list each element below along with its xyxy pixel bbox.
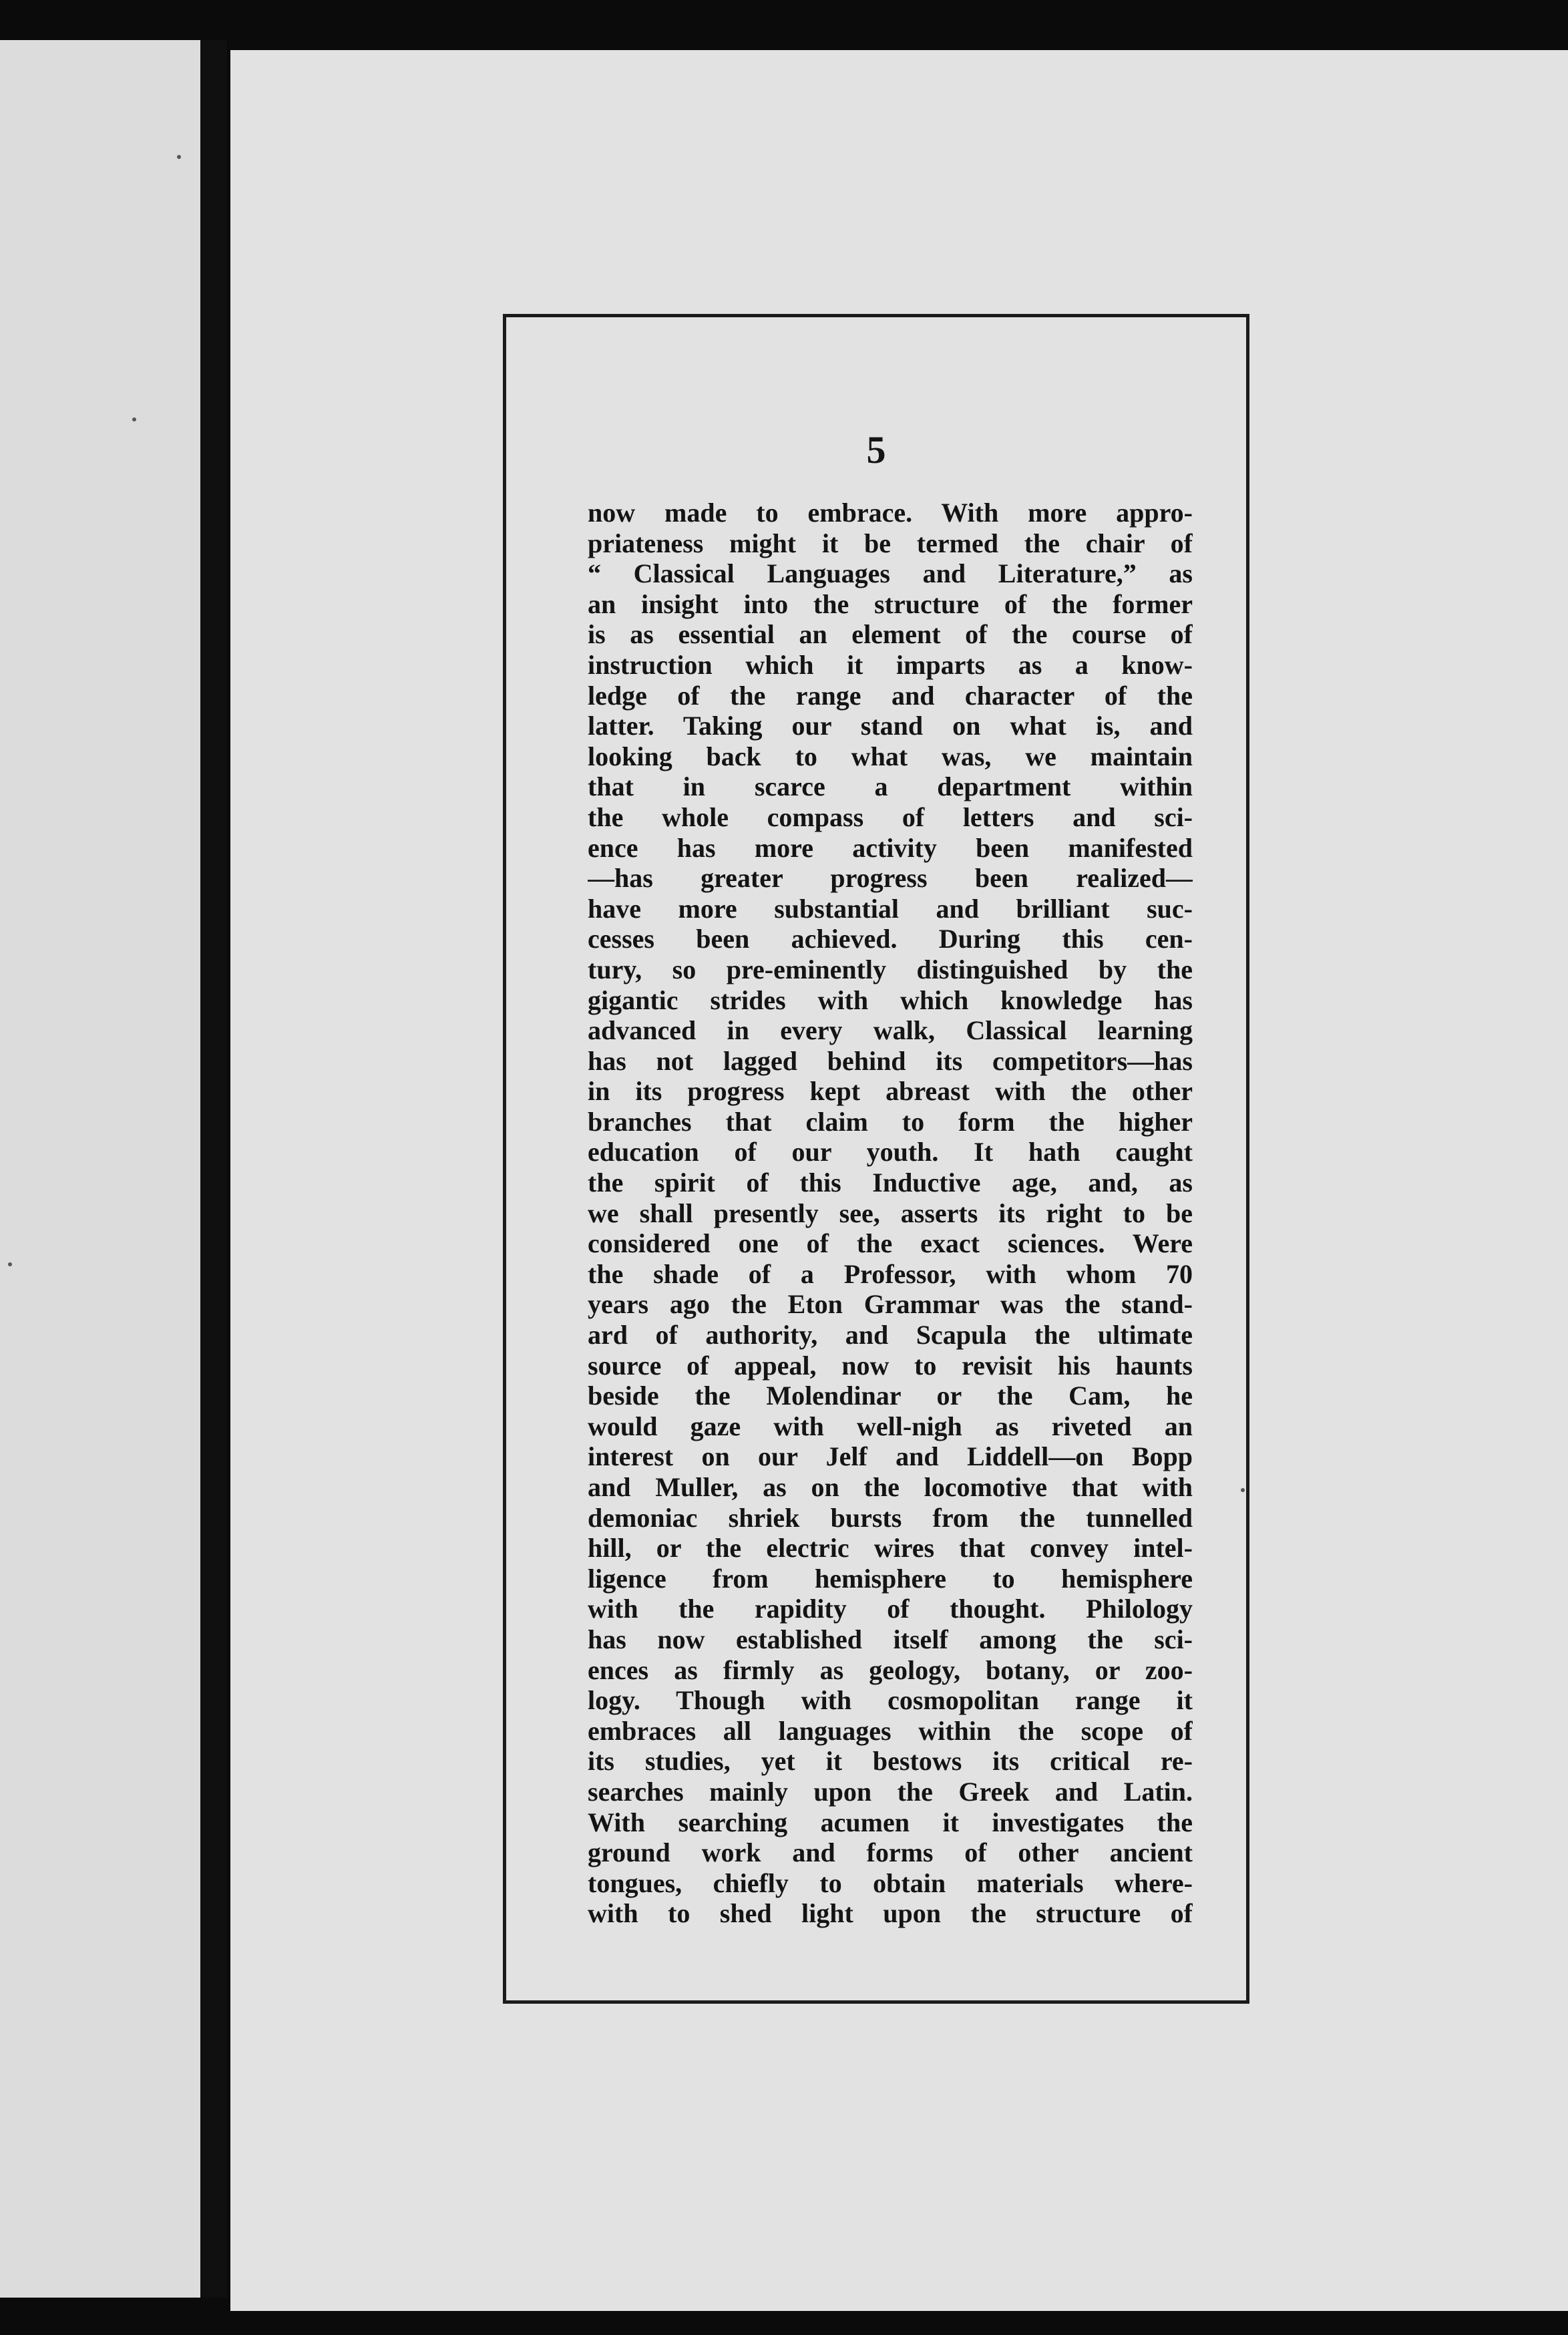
text-line: ligence from hemisphere to hemisphere [588,1563,1193,1594]
text-line: tongues, chiefly to obtain materials where- [588,1867,1193,1898]
text-line: education of our youth. It hath caught [588,1137,1193,1168]
text-line: ledge of the range and character of the [588,680,1193,711]
text-line: and Muller, as on the locomotive that with [588,1472,1193,1502]
text-line: with the rapidity of thought. Philology [588,1594,1193,1624]
left-page [0,40,224,2298]
paper-speck [8,1262,12,1266]
text-line: in its progress kept abreast with the other [588,1076,1193,1107]
text-line: cesses been achieved. During this cen- [588,924,1193,954]
text-line: ard of authority, and Scapula the ultimate [588,1320,1193,1351]
text-line: beside the Molendinar or the Cam, he [588,1381,1193,1411]
text-line: we shall presently see, asserts its right to be [588,1198,1193,1228]
text-line: now made to embrace. With more appro- [588,498,1193,528]
text-line: that in scarce a department within [588,771,1193,802]
paper-speck [132,417,136,421]
text-line: ence has more activity been manifested [588,832,1193,863]
text-line: is as essential an element of the course of [588,619,1193,650]
book-spine [200,40,227,2298]
text-line: —has greater progress been realized— [588,863,1193,894]
text-line: the spirit of this Inductive age, and, as [588,1168,1193,1198]
text-line: years ago the Eton Grammar was the stand- [588,1289,1193,1320]
text-line: has not lagged behind its competitors—has [588,1045,1193,1076]
text-frame [503,314,1249,2004]
text-line: advanced in every walk, Classical learning [588,1015,1193,1046]
text-line: interest on our Jelf and Liddell—on Bopp [588,1441,1193,1472]
text-line: the whole compass of letters and sci- [588,801,1193,832]
text-line: with to shed light upon the structure of [588,1898,1193,1929]
text-line: the shade of a Professor, with whom 70 [588,1258,1193,1289]
text-line: searches mainly upon the Greek and Latin. [588,1776,1193,1807]
text-line: priateness might it be termed the chair of [588,528,1193,558]
text-line: tury, so pre-eminently distinguished by the [588,954,1193,984]
text-line: source of appeal, now to revisit his haunts [588,1350,1193,1381]
text-line: branches that claim to form the higher [588,1106,1193,1137]
body-text [588,498,1193,1929]
text-line: instruction which it imparts as a know- [588,649,1193,680]
paper-speck [1241,1488,1245,1492]
paper-speck [177,155,181,159]
text-line: an insight into the structure of the former [588,588,1193,619]
text-line: With searching acumen it investigates the [588,1807,1193,1837]
text-line: demoniac shriek bursts from the tunnelled [588,1502,1193,1533]
text-line: embraces all languages within the scope of [588,1715,1193,1746]
text-line: hill, or the electric wires that convey intel- [588,1533,1193,1564]
text-line: have more substantial and brilliant suc- [588,893,1193,924]
text-line: looking back to what was, we maintain [588,741,1193,771]
text-line: has now established itself among the sci- [588,1624,1193,1654]
text-line: logy. Though with cosmopolitan range it [588,1685,1193,1716]
text-line: latter. Taking our stand on what is, and [588,711,1193,741]
right-page [230,50,1568,2311]
page-number: 5 [866,428,886,472]
text-line: ences as firmly as geology, botany, or zoo- [588,1654,1193,1685]
text-line: ground work and forms of other ancient [588,1837,1193,1868]
text-line: gigantic strides with which knowledge has [588,984,1193,1015]
text-line: would gaze with well-nigh as riveted an [588,1411,1193,1441]
text-line: its studies, yet it bestows its critical re- [588,1746,1193,1777]
text-line: considered one of the exact sciences. Were [588,1228,1193,1259]
text-line: “ Classical Languages and Literature,” as [588,558,1193,589]
